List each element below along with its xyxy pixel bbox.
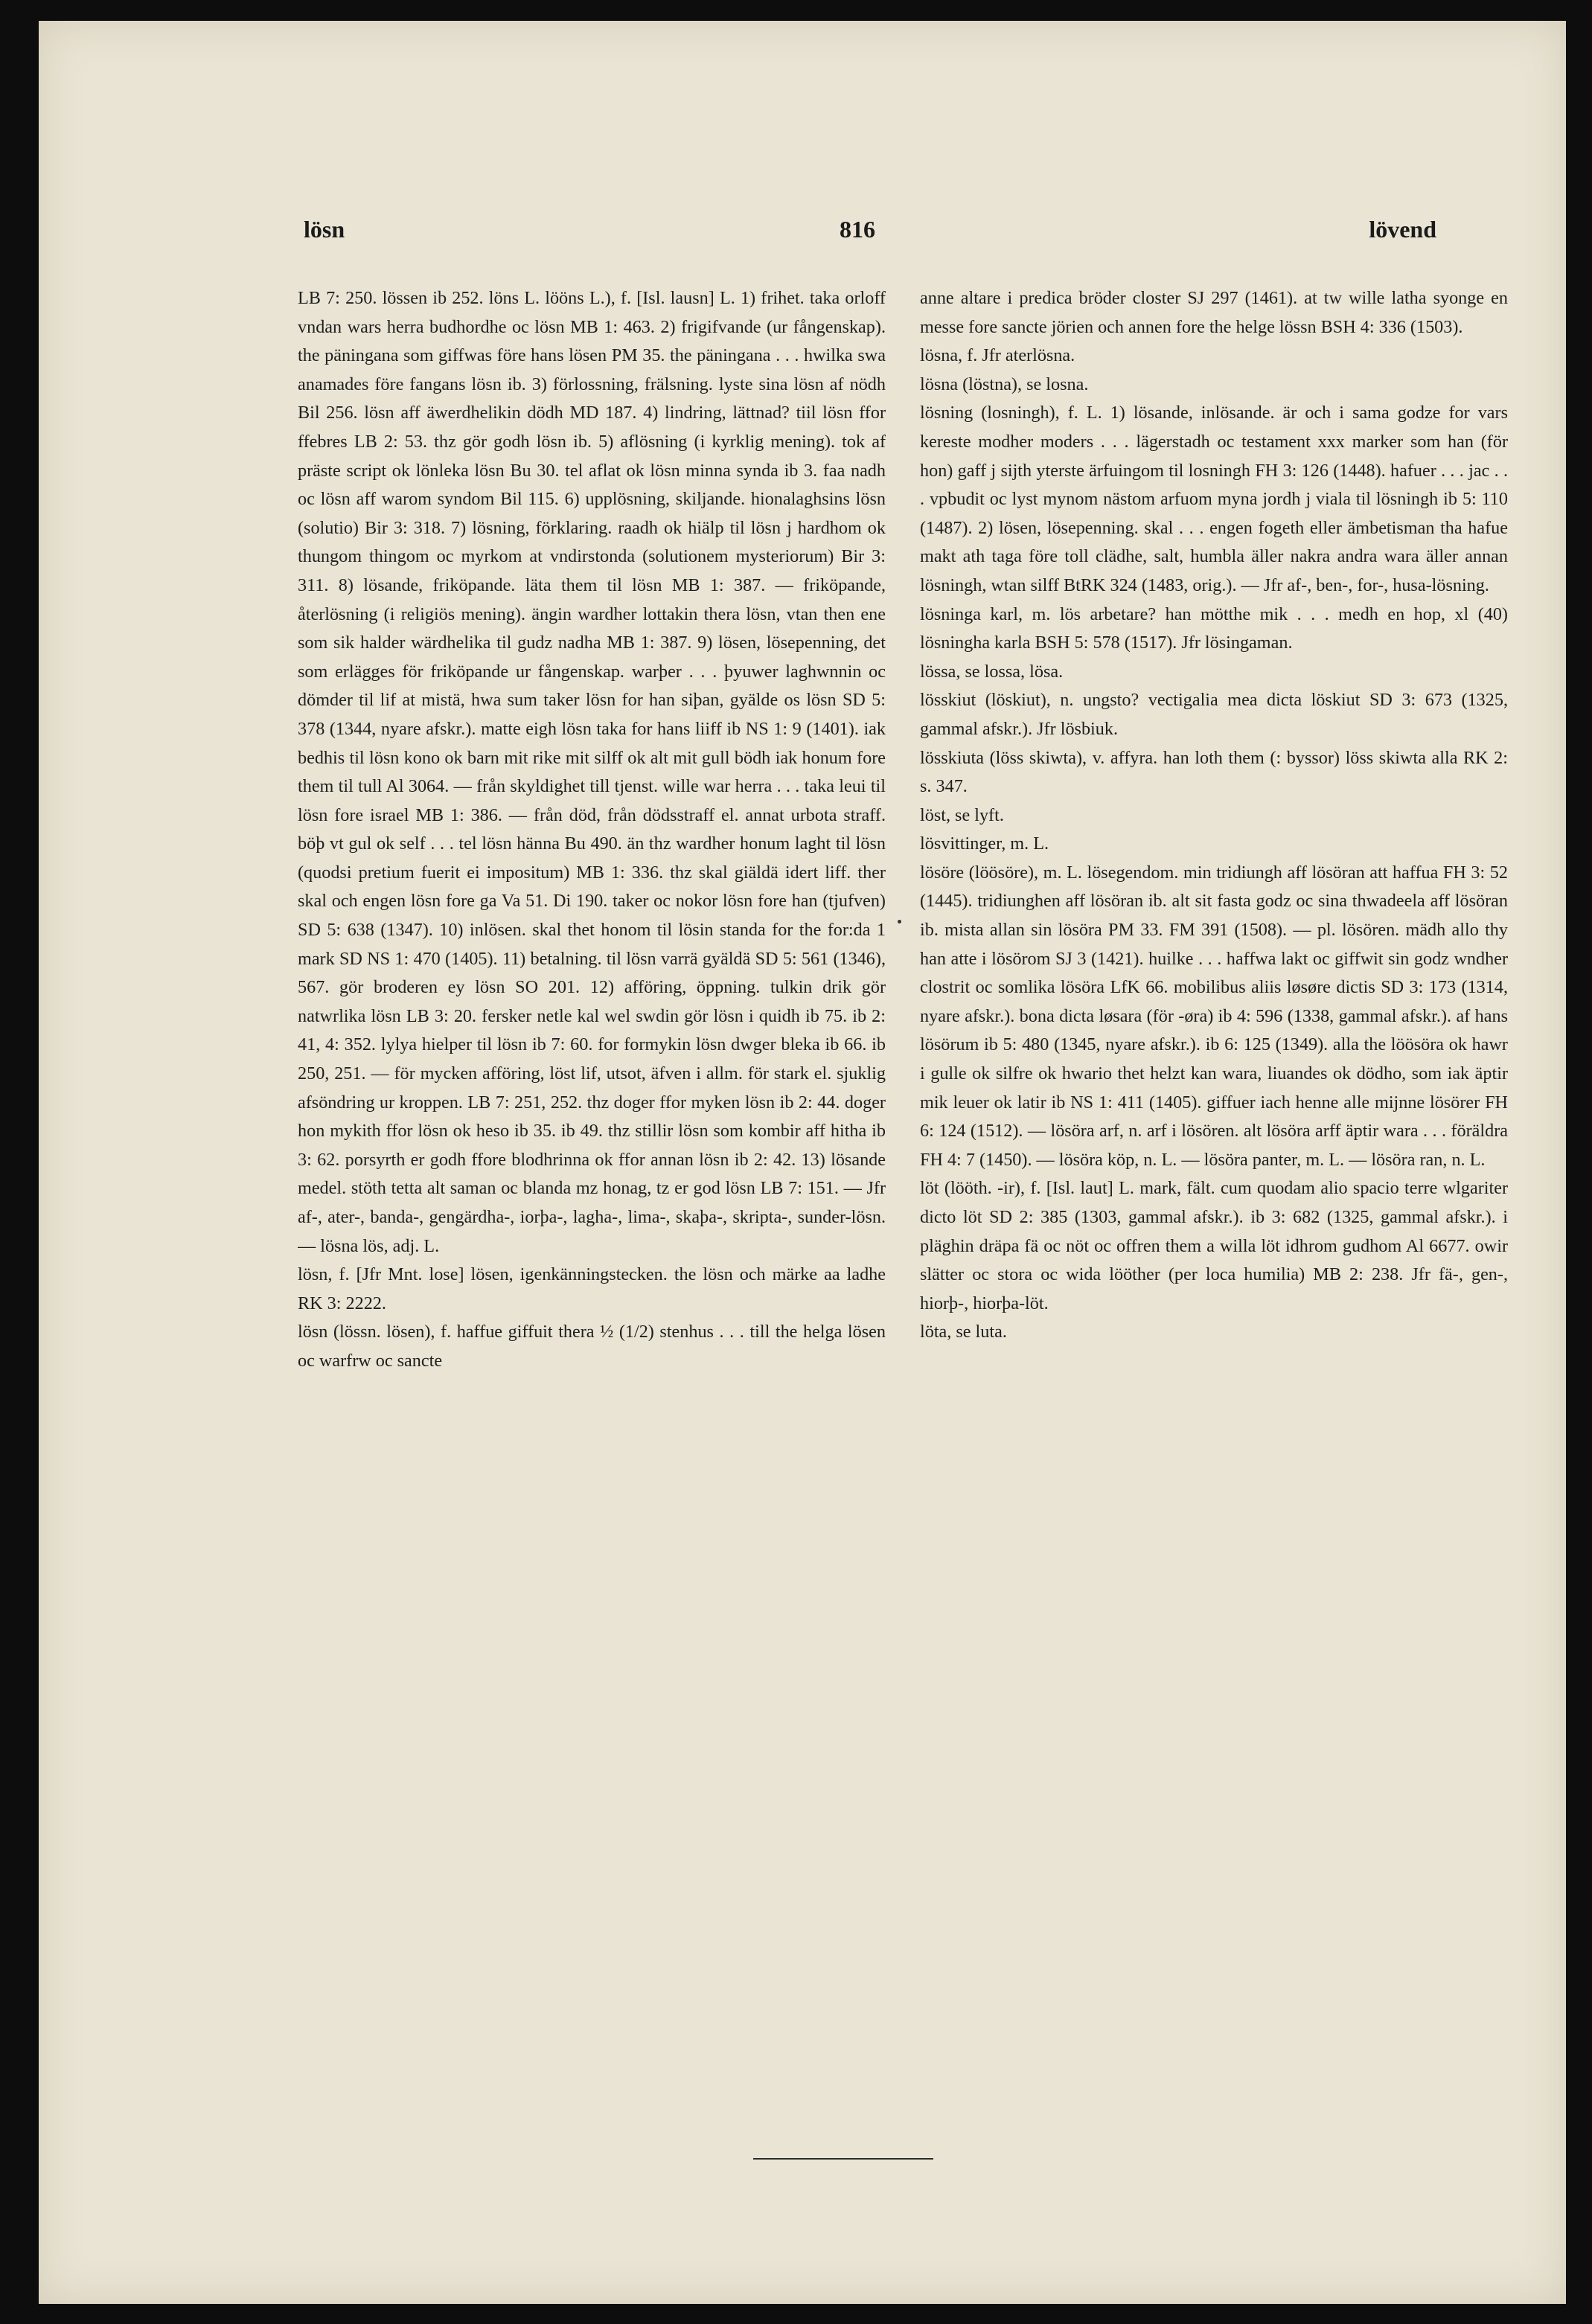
dictionary-entry: lösna (löstna), se losna.	[920, 374, 1089, 394]
page-number: 816	[840, 216, 875, 243]
header-left-guide-word: lösn	[304, 216, 345, 243]
column-dot-mark	[898, 920, 901, 923]
header-right-guide-word: lövend	[1369, 216, 1436, 243]
dictionary-entry: lösskiut (löskiut), n. ungsto? vectigalia mea dicta löskiut SD 3: 673 (1325, gammal afskr.). Jfr lösbiuk.	[920, 690, 1508, 739]
dictionary-entry: anne altare i predica bröder closter SJ 297 (1461). at tw wille latha syonge en messe fore sancte jörien och annen fore the helge lössn BSH 4: 336 (1503).	[920, 288, 1508, 337]
dictionary-entry: lösn (lössn. lösen), f. haffue giffuit thera ½ (1/2) stenhus . . . till the helga lösen oc warfrw oc sancte	[298, 1322, 886, 1371]
right-column	[920, 284, 1508, 2308]
left-column	[298, 284, 886, 2308]
dictionary-entry: löst, se lyft.	[920, 804, 1004, 825]
dictionary-entry: LB 7: 250. lössen ib 252. löns L. lööns L.), f. [Isl. lausn] L. 1) frihet. taka orloff vndan wars herra budhordhe oc lösn MB 1: 463. 2) frigifvande (ur fångenskap). the päningana som giffwas före hans lösen PM 35. the päningana . . . hwilka swa anamades före fangans lösn ib. 3) förlossning, frälsning. lyste sina lösn af nödh Bil 256. lösn aff äwerdhelikin dödh MD 187. 4) lindring, lättnad? tiil lösn ffor ffebres LB 2: 53. thz gör godh lösn ib. 5) aflösning (i kyrklig mening). tok af präste script ok lönleka lösn Bu 30. tel aflat ok lösn minna synda ib 3. faa nadh oc lösn aff warom syndom Bil 115. 6) upplösning, skiljande. hionalaghsins lösn (solutio) Bir 3: 318. 7) lösning, förklaring. raadh ok hiälp til lösn j hardhom ok thungom thingom oc myrkom at vndirstonda (solutionem mysteriorum) Bir 3: 311. 8) lösande, friköpande. läta them til lösn MB 1: 387. — friköpande, återlösning (i religiös mening). ängin wardher lottakin thera lösn, vtan then ene som sik halder wärdhelika til gudz nadha MB 1: 387. 9) lösen, lösepenning, det som erlägges för friköpande ur fångenskap. warþer . . . þyuwer laghwnnin oc dömder til lif at mistä, hwa sum taker lösn for han siþan, gyälde os lösn SD 5: 378 (1344, nyare afskr.). matte eigh lösn taka for hans liiff ib NS 1: 9 (1401). iak bedhis til lösn kono ok barn mit rike mit silff ok alt mit gull bödh iak honum fore them til tull Al 3064. — från skyldighet till tjenst. wille war herra . . . taka leui til lösn fore israel MB 1: 386. — från död, från dödsstraff el. annat urbota straff. böþ vt gul ok self . . . tel lösn hänna Bu 490. än thz wardher honum laght til lösn (quodsi pretium fuerit ei impositum) MB 1: 336. thz skal giäldä idert liff. ther skal och engen lösn fore ga Va 51. Di 190. taker oc nokor lösn fore han (tjufven) SD 5: 638 (1347). 10) inlösen. skal thet honom til lösin standa for the for:da 1 mark SD NS 1: 470 (1405). 11) betalning. til lösn varrä gyäldä SD 5: 561 (1346), 567. gör broderen ey lösn SO 201. 12) afföring, öppning. tulkin drik gör natwrlika lösn LB 3: 20. fersker netle kal wel swdin gör lösn i quidh ib 75. ib 2: 41, 4: 352. lylya hielper til lösn ib 7: 60. for formykin lösn dwger bleka ib 66. ib 250, 251. — för mycken afföring, löst lif, utsot, äfven i allm. för stark el. sjuklig afsöndring ur kroppen. LB 7: 251, 252. thz doger ffor myken lösn ib 2: 44. doger hon mykith ffor lösn ok heso ib 35. ib 49. thz stillir lösn som kombir aff hitha ib 3: 62. porsyrth er godh ffore blodhrinna ok ffor annan lösn ib 2: 42. 13) lösande medel. stöth tetta alt saman oc blanda mz honag, tz er god lösn LB 7: 151. — Jfr af-, ater-, banda-, gengärdha-, iorþa-, lagha-, lima-, skaþa-, skripta-, sunder-lösn. — lösna lös, adj. L.	[298, 288, 886, 1256]
running-head	[39, 216, 1566, 253]
end-rule	[753, 2158, 933, 2160]
dictionary-entry: lösna, f. Jfr aterlösna.	[920, 345, 1075, 366]
dictionary-entry: lösninga karl, m. lös arbetare? han mötthe mik . . . medh en hop, xl (40) lösningha karla BSH 5: 578 (1517). Jfr lösingaman.	[920, 604, 1508, 653]
dictionary-entry: lösn, f. [Jfr Mnt. lose] lösen, igenkänningstecken. the lösn och märke aa ladhe RK 3: 2222.	[298, 1264, 886, 1313]
dictionary-entry: lösvittinger, m. L.	[920, 833, 1049, 854]
dictionary-entry: löt (lööth. -ir), f. [Isl. laut] L. mark, fält. cum quodam alio spacio terre wlgariter dicto löt SD 2: 385 (1303, gammal afskr.). ib 3: 682 (1325, gammal afskr.). i pläghin dräpa fä oc nöt oc offren them a willa löt idhrom gudhom Al 6677. owir slätter oc stora oc wida lööther (per loca humilia) MB 2: 238. Jfr fä-, gen-, hiorþ-, hiorþa-löt.	[920, 1178, 1508, 1313]
dictionary-entry: lössa, se lossa, lösa.	[920, 661, 1064, 682]
dictionary-entry: löta, se luta.	[920, 1322, 1007, 1342]
dictionary-entry: lösöre (löösöre), m. L. lösegendom. min tridiungh aff lösöran att haffua FH 3: 52 (1445). tridiunghen aff lösöran ib. alt sit fasta godz oc sina thwadeela aff lösöran ib. mista allan sin lösöra PM 33. FM 391 (1508). — pl. lösören. mädh allo thy han atte i lösörom SJ 3 (1421). huilke . . . haffwa lakt oc giffwit sin godz wndher clostrit oc somlika lösöra LfK 66. mobilibus aliis løsøre dictis SD 3: 173 (1314, nyare afskr.). bona dicta løsara (för -øra) ib 4: 596 (1338, gammal afskr.). af hans lösörum ib 5: 480 (1345, nyare afskr.). ib 6: 125 (1349). alla the löösöra ok hawr i gulle ok silfre ok hwario thet helzt kan wara, liuandes ok dödho, som iak äptir mik leuer ok latir ib NS 1: 411 (1405). giffuer iach henne alle mijnne lösörer FH 6: 124 (1512). — lösöra arf, n. arf i lösören. alt lösöra arff äptir wara . . . föräldra FH 4: 7 (1450). — lösöra köp, n. L. — lösöra panter, m. L. — lösöra ran, n. L.	[920, 862, 1508, 1170]
dictionary-entry: lösskiuta (löss skiwta), v. affyra. han loth them (: byssor) löss skiwta alla RK 2: s. 347.	[920, 747, 1508, 797]
dictionary-entry: lösning (losningh), f. L. 1) lösande, inlösande. är och i sama godze for vars kereste modher moders . . . lägerstadh oc testament xxx marker som han (för hon) gaff j sijth yterste ärfuingom til losningh FH 3: 126 (1448). hafuer . . . jac . . . vpbudit oc lyst mynom nästom arfuom myna jordh j viala til lösningh ib 5: 110 (1487). 2) lösen, lösepenning. skal . . . engen fogeth eller ämbetisman tha hafue makt ath taga före toll clädhe, salt, humbla äller nakra andra wara äller annan lösningh, wtan silff BtRK 324 (1483, orig.). — Jfr af-, ben-, for-, husa-lösning.	[920, 403, 1508, 595]
dictionary-page	[39, 21, 1566, 2304]
